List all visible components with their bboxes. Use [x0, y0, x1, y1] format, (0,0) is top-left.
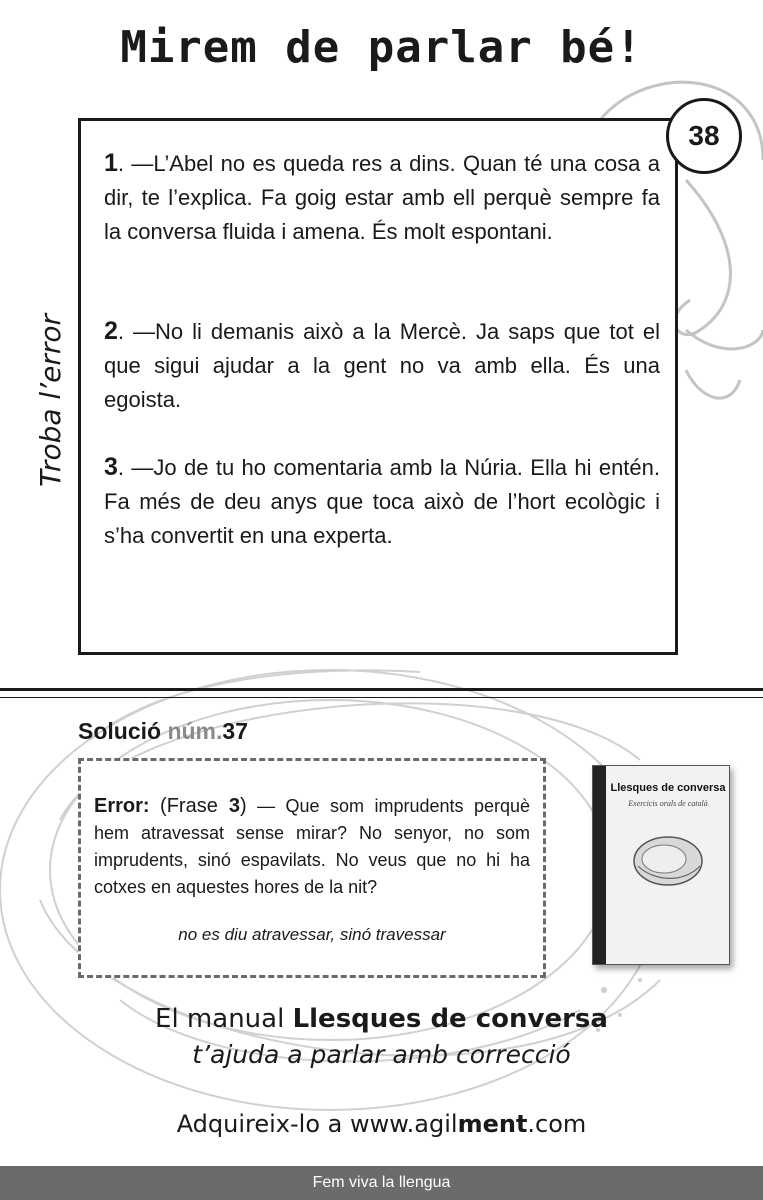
frase-reference [160, 795, 247, 817]
exercise-text: . —No li demanis això a la Mercè. Ja saps que tot el que sigui ajudar a la gent no va amb ella. És una egoista. [104, 319, 660, 412]
promo-line-2: t’ajuda a parlar amb correcció [192, 1040, 571, 1069]
frase-close: ) [239, 795, 247, 817]
solution-note: no es diu atravessar, sinó travessar [178, 925, 446, 944]
book-subtitle: Exercicis orals de català [628, 799, 708, 808]
solution-number: 37 [222, 718, 248, 744]
exercise-text: . —L’Abel no es queda res a dins. Quan té una cosa a dir, te l’explica. Fa goig estar amb ell perquè sempre fa la conversa fluida i amena. És molt espontani. [104, 151, 660, 244]
exercise-number: 3 [104, 453, 118, 481]
promo-line-1 [0, 1004, 763, 1034]
card-number-badge: 38 [666, 98, 742, 174]
exercise-3 [104, 450, 660, 553]
promo-line-3[interactable] [0, 1110, 763, 1138]
promo-url-bold: ment [457, 1110, 528, 1138]
book-spine [593, 766, 606, 964]
side-label [20, 300, 80, 500]
exercise-number: 1 [104, 149, 118, 177]
exercise-1 [104, 146, 660, 249]
book-cover-image [592, 765, 730, 965]
book-title: Llesques de conversa [610, 782, 726, 794]
frase-open: (Frase [160, 795, 229, 817]
error-colon: : [142, 795, 150, 817]
promo-url-suffix: .com [527, 1110, 587, 1138]
solution-heading [78, 718, 248, 745]
solution-body: — Que som imprudents perquè hem atravessat sense mirar? No senyor, no som imprudents, sinó espavilats. No veus que no hi ha cotxes en aquestes hores de la nit? [94, 796, 530, 897]
solution-num-label: núm. [167, 718, 223, 744]
exercise-number: 2 [104, 317, 118, 345]
divider-thick [0, 688, 763, 691]
bread-sketch-icon [628, 826, 708, 896]
frase-number: 3 [228, 795, 240, 817]
solution-label: Solució [78, 718, 162, 744]
promo-url-prefix: Adquireix-lo a www.agil [176, 1110, 458, 1138]
divider-thin [0, 697, 763, 698]
exercise-text: . —Jo de tu ho comentaria amb la Núria. Ella hi entén. Fa més de deu anys que toca això de l’hort ecològic i s’ha convertit en una experta. [104, 455, 660, 548]
exercise-2 [104, 314, 660, 417]
promo-book-title: Llesques de conversa [292, 1004, 608, 1034]
page-title: Mirem de parlar bé! [120, 22, 643, 73]
footer-bar: Fem viva la llengua [0, 1166, 763, 1200]
error-word: Error [94, 795, 143, 817]
side-label-text: Troba l’error [33, 313, 67, 487]
promo-prefix: El manual [155, 1004, 293, 1034]
solution-text [94, 793, 530, 901]
